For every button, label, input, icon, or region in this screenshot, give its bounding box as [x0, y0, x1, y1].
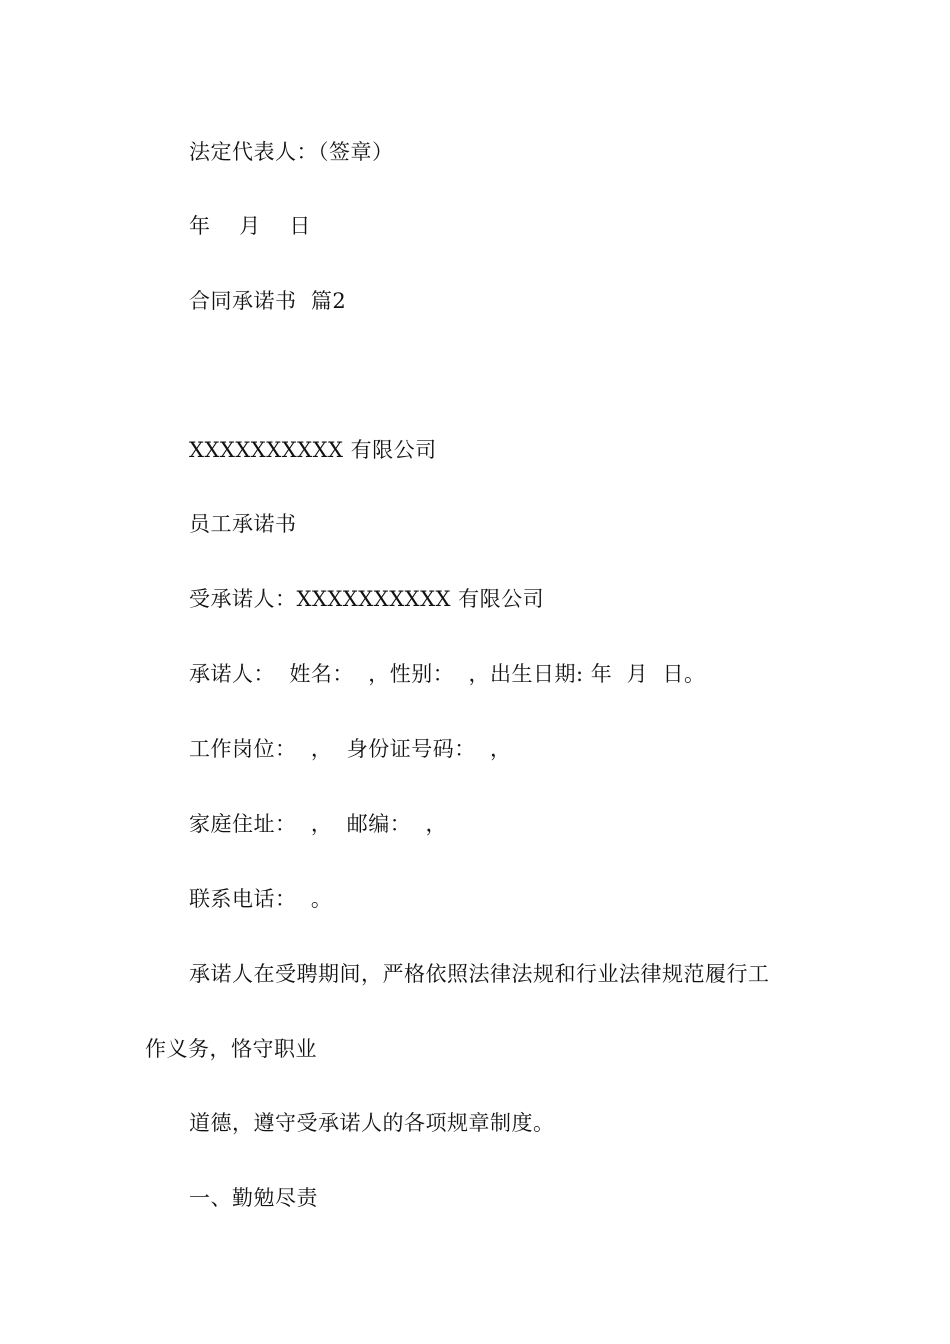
section-heading: 合同承诺书 篇2 [189, 289, 347, 313]
date-line: 年 月 日 [189, 214, 311, 238]
promisee-line: 受承诺人：XXXXXXXXXX 有限公司 [189, 587, 545, 611]
document-title: 员工承诺书 [189, 512, 297, 536]
subsection-heading: 一、勤勉尽责 [189, 1186, 318, 1210]
body-paragraph-line-3: 道德，遵守受承诺人的各项规章制度。 [189, 1111, 555, 1135]
promisor-info-line: 承诺人： 姓名： ，性别： ，出生日期: 年 月 日。 [189, 662, 706, 686]
phone-line: 联系电话： 。 [189, 887, 333, 911]
address-line: 家庭住址： ， 邮编： ， [189, 812, 448, 836]
body-paragraph-line-2: 作义务，恪守职业 [145, 1037, 317, 1061]
legal-representative-signature-line: 法定代表人：（签章） [189, 140, 394, 164]
company-name: XXXXXXXXXX 有限公司 [189, 438, 437, 462]
job-id-line: 工作岗位： ， 身份证号码： ， [189, 737, 512, 761]
body-paragraph-line-1: 承诺人在受聘期间，严格依照法律法规和行业法律规范履行工 [189, 962, 770, 986]
